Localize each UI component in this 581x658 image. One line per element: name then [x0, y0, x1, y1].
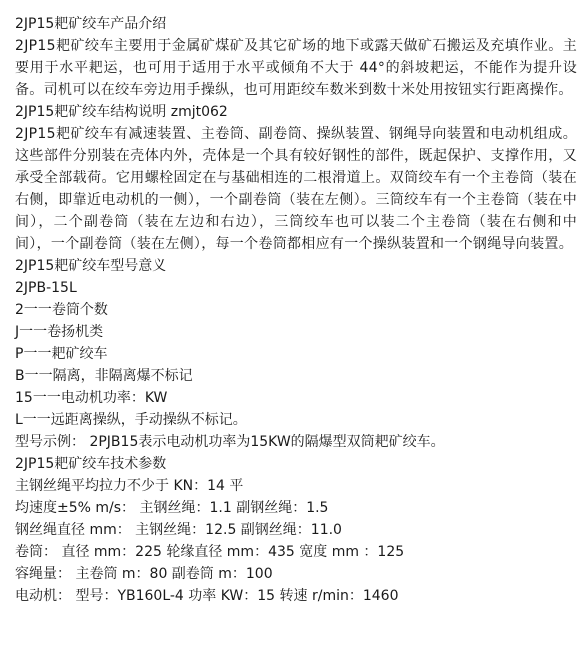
- document-body: [15, 13, 577, 607]
- spec-heading: 2JP15耙矿绞车技术参数: [15, 456, 167, 472]
- model-line-remote: L一一远距离操纵，手动操纵不标记。: [15, 412, 247, 428]
- spec-line-pull: 主钢丝绳平均拉力不少于 KN：14 平: [15, 478, 244, 494]
- spec-line-drum: 卷筒： 直径 mm：225 轮缘直径 mm：435 宽度 mm ：125: [15, 544, 405, 560]
- model-line-power: 15一一电动机功率：KW: [15, 390, 168, 406]
- spec-line-capacity: 容绳量： 主卷筒 m：80 副卷筒 m：100: [15, 566, 273, 582]
- model-line-drums: 2一一卷筒个数: [15, 302, 108, 318]
- model-line-explosion: B一一隔离，非隔离爆不标记: [15, 368, 193, 384]
- spec-line-speed: 均速度±5% m/s： 主钢丝绳：1.1 副钢丝绳：1.5: [15, 500, 329, 516]
- intro-paragraph: 2JP15耙矿绞车主要用于金属矿煤矿及其它矿场的地下或露天做矿石搬运及充填作业。主要用于水平耙运，也可用于适用于水平或倾角不大于 44°的斜坡耙运，不能作为提升设备。司机可以在绞车旁边用手操纵，也可用距绞车数米到数十米处用按钮实行距离操作。: [15, 38, 577, 98]
- model-code: 2JPB-15L: [15, 280, 77, 296]
- model-line-scraper: P一一耙矿绞车: [15, 346, 108, 362]
- spec-line-rope-diameter: 钢丝绳直径 mm： 主钢丝绳：12.5 副钢丝绳：11.0: [15, 522, 342, 538]
- model-heading: 2JP15耙矿绞车型号意义: [15, 258, 167, 274]
- spec-line-motor: 电动机： 型号：YB160L-4 功率 KW：15 转速 r/min：1460: [15, 588, 399, 604]
- structure-heading: 2JP15耙矿绞车结构说明 zmjt062: [15, 104, 228, 120]
- product-title: 2JP15耙矿绞车产品介绍: [15, 16, 167, 32]
- model-line-type: J一一卷扬机类: [15, 324, 104, 340]
- structure-paragraph: 2JP15耙矿绞车有减速装置、主卷筒、副卷筒、操纵装置、钢绳导向装置和电动机组成。这些部件分别装在壳体内外，壳体是一个具有较好钢性的部件，既起保护、支撑作用，又承受全部载荷。它用螺栓固定在与基础相连的二根滑道上。双筒绞车有一个主卷筒（装在右侧，即靠近电动机的一侧），一个副卷筒（装在左侧）。三筒绞车有一个主卷筒（装在中间），二个副卷筒（装在左边和右边），三筒绞车也可以装二个主卷筒（装在右侧和中间），一个副卷筒（装在左侧），每一个卷筒都相应有一个操纵装置和一个钢绳导向装置。: [15, 126, 577, 252]
- model-example: 型号示例： 2PJB15表示电动机功率为15KW的隔爆型双筒耙矿绞车。: [15, 434, 445, 450]
